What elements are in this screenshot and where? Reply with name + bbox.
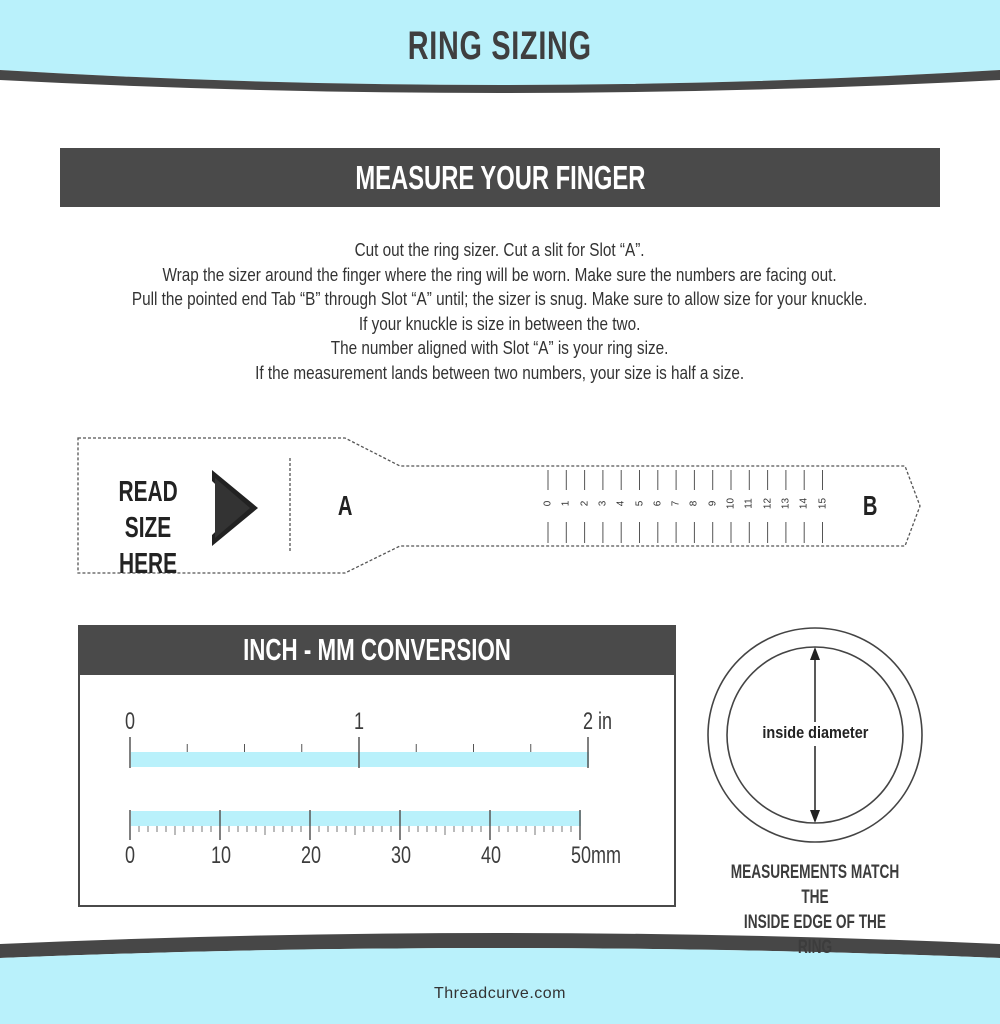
instruction-line: Wrap the sizer around the finger where the ring will be worn. Make sure the numbers are facing out.	[162, 264, 838, 285]
conversion-heading: INCH - MM CONVERSION	[243, 632, 511, 667]
measure-heading: MEASURE YOUR FINGER	[354, 159, 646, 196]
size-number: 8	[688, 500, 700, 507]
size-number: 5	[634, 500, 645, 507]
instruction-line: Pull the pointed end Tab “B” through Slot “A” until; the sizer is snug. Make sure to allow size for your knuckle.	[132, 289, 868, 309]
footer-site: Threadcurve.com	[434, 985, 566, 1002]
inch-label: 2 in	[583, 708, 613, 735]
size-number: 15	[817, 497, 828, 510]
read-size-here-label: READ SIZE HERE	[118, 476, 178, 580]
instructions	[0, 238, 1000, 385]
instruction-line: Cut out the ring sizer. Cut a slit for Slot “A”.	[355, 240, 645, 260]
size-number: 3	[597, 500, 609, 507]
size-number: 11	[743, 498, 755, 509]
arrowhead-up-icon	[810, 647, 820, 660]
mm-label: 20	[301, 842, 322, 869]
size-number: 7	[670, 500, 682, 507]
size-number: 2	[579, 500, 591, 507]
mm-label: 10	[211, 842, 232, 869]
size-number: 10	[725, 497, 737, 510]
arrowhead-down-icon	[810, 810, 820, 823]
size-number: 1	[560, 500, 572, 507]
ring-caption: MEASUREMENTS MATCH THE INSIDE EDGE OF THE RING	[730, 862, 900, 958]
mm-label: 50mm	[571, 842, 622, 869]
instruction-line: If your knuckle is size in between the two.	[359, 313, 641, 334]
instruction-line: The number aligned with Slot “A” is your ring size.	[331, 338, 669, 358]
mm-label: 30	[391, 842, 412, 869]
mm-label: 0	[125, 842, 136, 869]
size-number: 13	[780, 497, 792, 510]
size-number: 12	[762, 497, 774, 510]
size-number: 9	[707, 500, 719, 507]
instruction-line: If the measurement lands between two numbers, your size is half a size.	[255, 362, 745, 383]
inch-label: 1	[354, 708, 365, 735]
size-number: 4	[615, 500, 627, 507]
mm-label: 40	[481, 842, 502, 869]
inside-diameter-label: inside diameter	[761, 723, 869, 742]
size-number: 6	[652, 500, 664, 507]
inch-label: 0	[125, 708, 136, 735]
size-number: 14	[798, 497, 810, 510]
page-title: RING SIZING	[408, 24, 592, 68]
measure-heading-bar	[60, 148, 940, 207]
slot-a-label: A	[337, 490, 353, 521]
size-number: 0	[542, 500, 554, 507]
conversion-heading-bar	[78, 625, 676, 675]
tab-b-label: B	[862, 490, 878, 521]
